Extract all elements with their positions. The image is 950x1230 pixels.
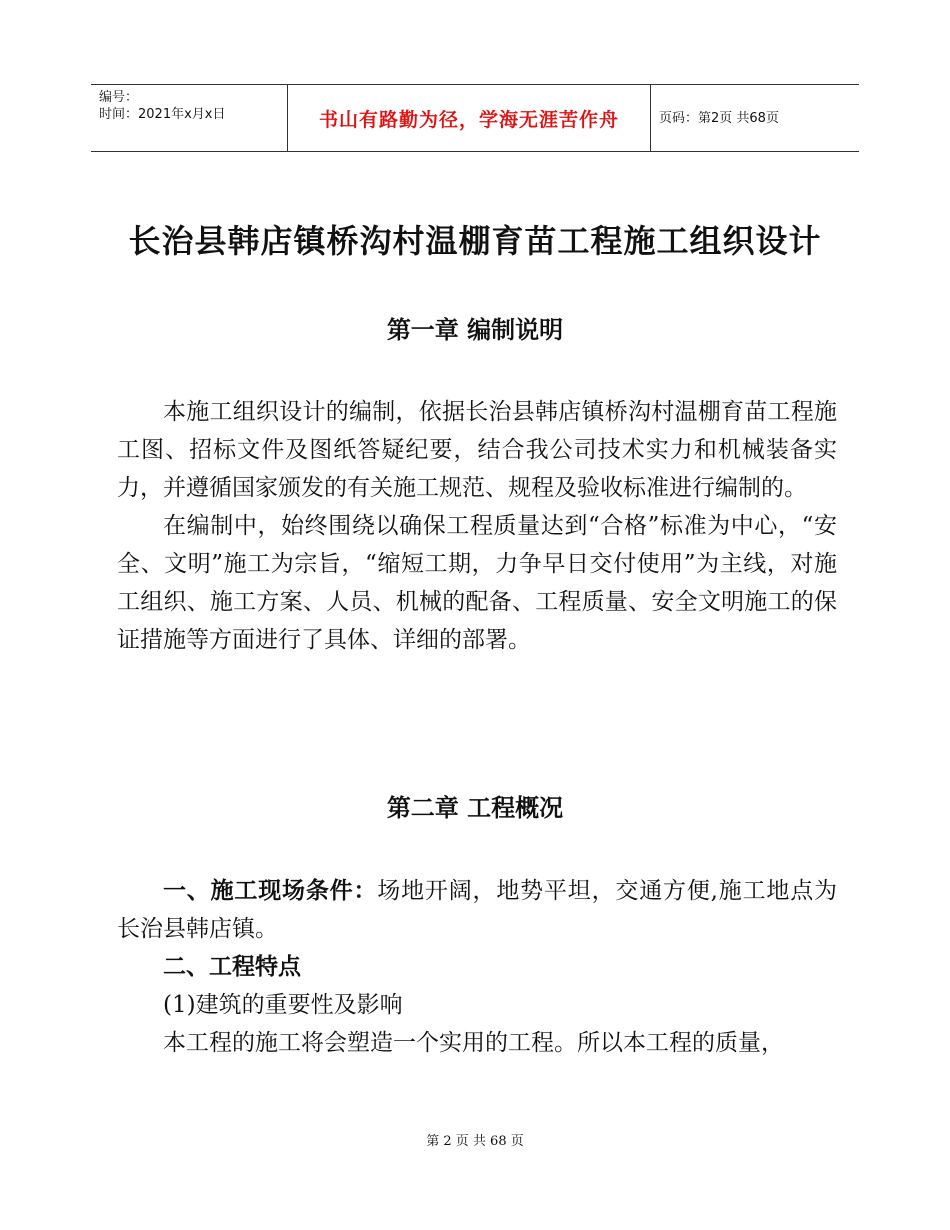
document-title: 长治县韩店镇桥沟村温棚育苗工程施工组织设计 [128,222,822,260]
header-page-cell [651,85,859,151]
section1-label: 一、施工现场条件： [163,878,378,904]
section2-subheading: (1)建筑的重要性及影响 [163,992,403,1018]
chapter1-body [117,393,837,659]
chapter1-heading: 第一章 编制说明 [386,316,564,344]
chapter1-paragraph-2: 在编制中，始终围绕以确保工程质量达到“合格”标准为中心，“安全、文明”施工为宗旨，“缩短工期，力争早日交付使用”为主线，对施工组织、施工方案、人员、机械的配备、工程质量、安全文明施工的保证措施等方面进行了具体、详细的部署。 [117,513,837,653]
page-header [91,84,859,152]
chapter2-heading: 第二章 工程概况 [386,794,564,822]
chapter2-body [117,872,837,1062]
header-page-info: 页码：第2页 共68页 [659,110,779,126]
header-motto: 书山有路勤为径，学海无涯苦作舟 [318,108,619,131]
section2-text: 本工程的施工将会塑造一个实用的工程。所以本工程的质量， [163,1030,784,1056]
doc-time-label: 时间：2021年x月x日 [99,107,226,122]
section2-heading: 二、工程特点 [163,954,301,980]
section1-paragraph [117,872,837,948]
section1-text: 场地开阔，地势平坦，交通方便,施工地点为长治县韩店镇。 [117,878,838,942]
doc-number-label: 编号： [99,90,139,105]
header-motto-cell [288,85,651,151]
page-footer: 第 2 页 共 68 页 [426,1134,524,1149]
header-meta [91,85,288,151]
chapter1-paragraph-1: 本施工组织设计的编制，依据长治县韩店镇桥沟村温棚育苗工程施工图、招标文件及图纸答疑纪要，结合我公司技术实力和机械装备实力，并遵循国家颁发的有关施工规范、规程及验收标准进行编制的。 [117,399,837,501]
